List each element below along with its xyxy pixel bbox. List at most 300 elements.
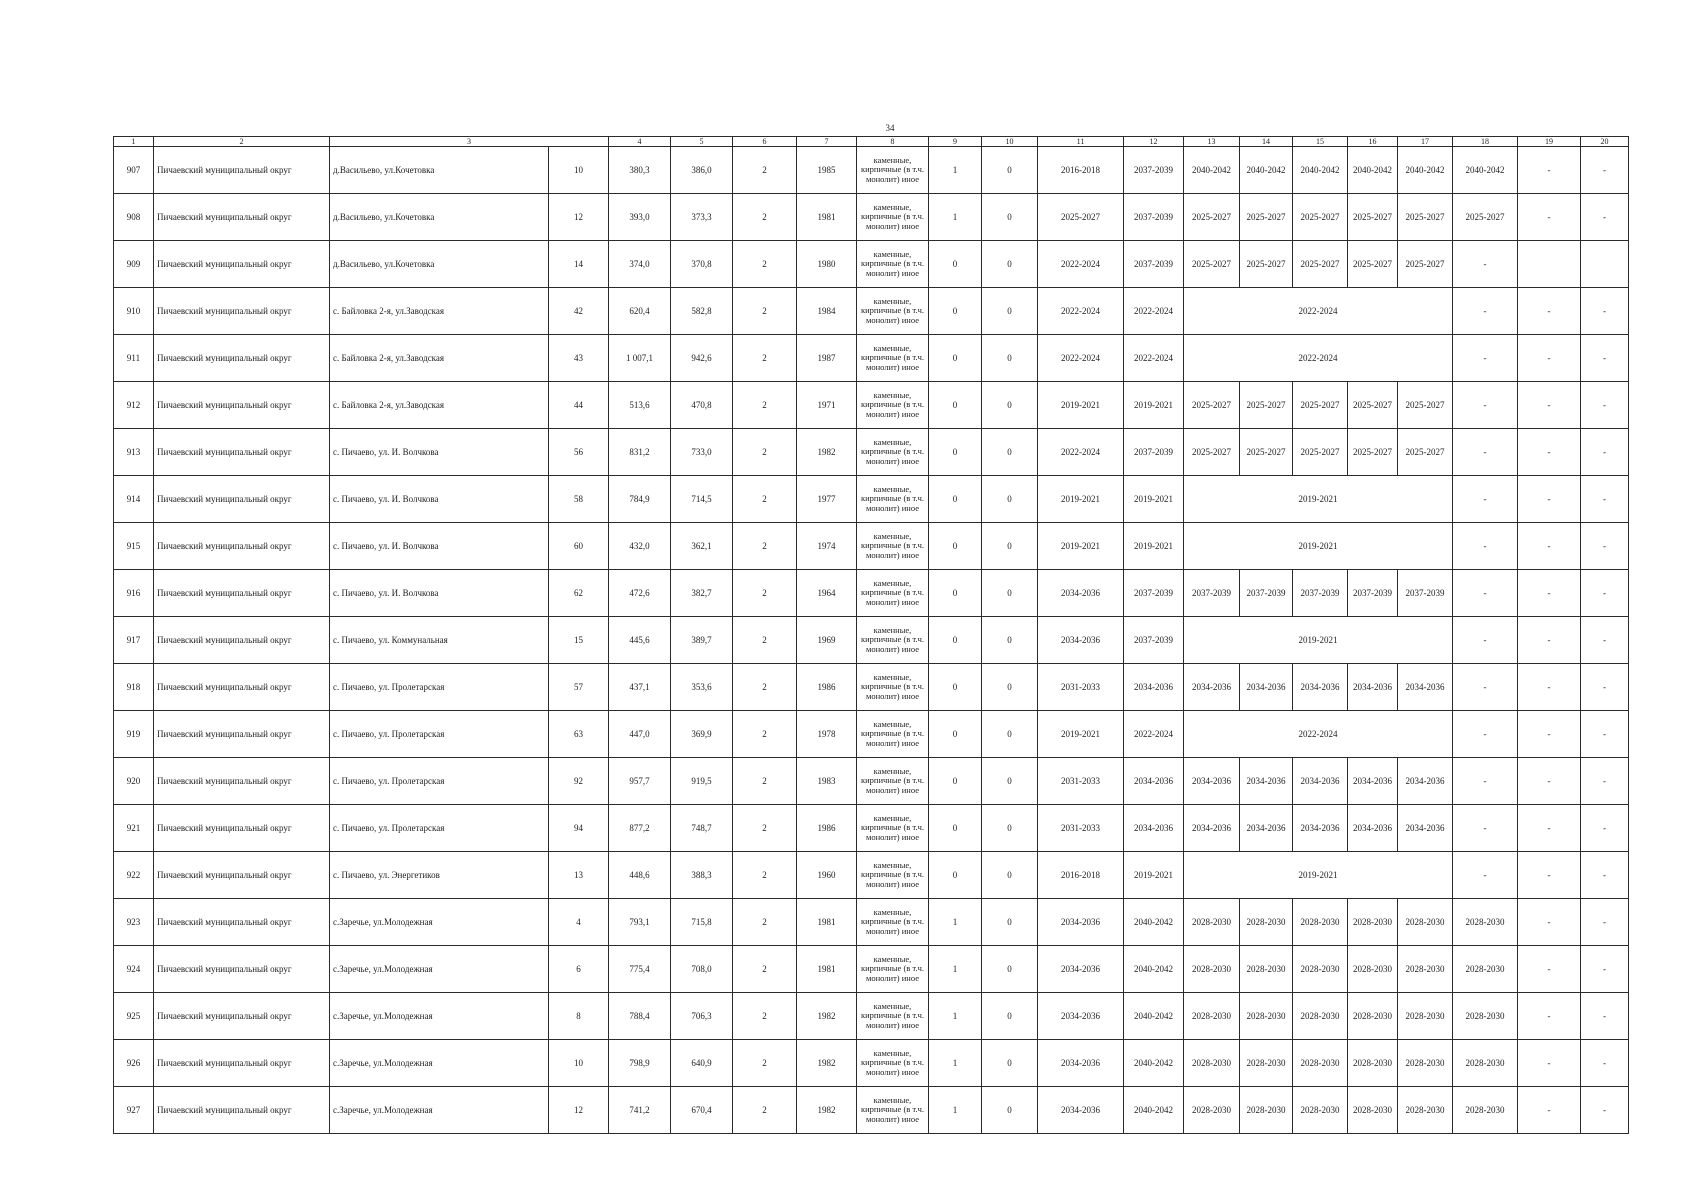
cell-a9: 1 bbox=[929, 946, 982, 993]
cell-a9: 1 bbox=[929, 993, 982, 1040]
cell-c20: - bbox=[1581, 288, 1629, 335]
cell-a12: 2037-2039 bbox=[1124, 241, 1184, 288]
municipality-cell: Пичаевский муниципальный округ bbox=[154, 523, 330, 570]
cell-c19: - bbox=[1518, 194, 1581, 241]
table-row bbox=[114, 1087, 1629, 1134]
cell-c18: - bbox=[1453, 711, 1518, 758]
address-cell: с. Пичаево, ул. Пролетарская bbox=[330, 758, 549, 805]
cell-a4: 380,3 bbox=[609, 147, 671, 194]
cell-a12: 2040-2042 bbox=[1124, 946, 1184, 993]
row-number: 909 bbox=[114, 241, 154, 288]
cell-c14: 2025-2027 bbox=[1240, 429, 1293, 476]
cell-a4: 437,1 bbox=[609, 664, 671, 711]
merged-period-cell: 2019-2021 bbox=[1184, 523, 1453, 570]
cell-c13: 2028-2030 bbox=[1184, 946, 1240, 993]
cell-c14: 2034-2036 bbox=[1240, 758, 1293, 805]
cell-c15: 2040-2042 bbox=[1293, 147, 1348, 194]
cell-c13: 2040-2042 bbox=[1184, 147, 1240, 194]
cell-c20: - bbox=[1581, 1040, 1629, 1087]
cell-a9: 0 bbox=[929, 805, 982, 852]
cell-a9: 1 bbox=[929, 1087, 982, 1134]
house-number-cell: 13 bbox=[549, 852, 609, 899]
cell-c15: 2034-2036 bbox=[1293, 758, 1348, 805]
cell-c16: 2025-2027 bbox=[1348, 241, 1398, 288]
row-number: 921 bbox=[114, 805, 154, 852]
cell-c13: 2025-2027 bbox=[1184, 382, 1240, 429]
cell-c13: 2028-2030 bbox=[1184, 899, 1240, 946]
cell-c14: 2040-2042 bbox=[1240, 147, 1293, 194]
column-number-10: 10 bbox=[982, 137, 1038, 147]
cell-a10: 0 bbox=[982, 194, 1038, 241]
cell-a7: 1971 bbox=[797, 382, 857, 429]
merged-period-cell: 2019-2021 bbox=[1184, 852, 1453, 899]
cell-c17: 2025-2027 bbox=[1398, 241, 1453, 288]
cell-a5: 640,9 bbox=[671, 1040, 733, 1087]
cell-c15: 2025-2027 bbox=[1293, 429, 1348, 476]
table-row bbox=[114, 805, 1629, 852]
cell-a12: 2022-2024 bbox=[1124, 288, 1184, 335]
cell-c18: - bbox=[1453, 617, 1518, 664]
cell-c20: - bbox=[1581, 993, 1629, 1040]
cell-a11: 2034-2036 bbox=[1038, 899, 1124, 946]
column-number-11: 11 bbox=[1038, 137, 1124, 147]
cell-a10: 0 bbox=[982, 1040, 1038, 1087]
address-cell: с. Пичаево, ул. Пролетарская bbox=[330, 664, 549, 711]
table-row bbox=[114, 758, 1629, 805]
municipality-cell: Пичаевский муниципальный округ bbox=[154, 946, 330, 993]
address-cell: с. Пичаево, ул. Пролетарская bbox=[330, 711, 549, 758]
cell-c14: 2028-2030 bbox=[1240, 993, 1293, 1040]
cell-c18: - bbox=[1453, 523, 1518, 570]
row-number: 907 bbox=[114, 147, 154, 194]
cell-a6: 2 bbox=[733, 805, 797, 852]
cell-a6: 2 bbox=[733, 523, 797, 570]
cell-a11: 2034-2036 bbox=[1038, 617, 1124, 664]
cell-c16: 2028-2030 bbox=[1348, 1040, 1398, 1087]
municipality-cell: Пичаевский муниципальный округ bbox=[154, 476, 330, 523]
cell-a5: 708,0 bbox=[671, 946, 733, 993]
column-number-12: 12 bbox=[1124, 137, 1184, 147]
house-number-cell: 92 bbox=[549, 758, 609, 805]
cell-c13: 2034-2036 bbox=[1184, 664, 1240, 711]
cell-c15: 2028-2030 bbox=[1293, 1087, 1348, 1134]
cell-c20: - bbox=[1581, 852, 1629, 899]
cell-a11: 2031-2033 bbox=[1038, 805, 1124, 852]
cell-a7: 1981 bbox=[797, 194, 857, 241]
column-number-7: 7 bbox=[797, 137, 857, 147]
cell-c20: - bbox=[1581, 429, 1629, 476]
address-cell: с. Пичаево, ул. И. Волчкова bbox=[330, 476, 549, 523]
column-number-row bbox=[114, 137, 1629, 147]
cell-c16: 2037-2039 bbox=[1348, 570, 1398, 617]
cell-a5: 942,6 bbox=[671, 335, 733, 382]
cell-a11: 2034-2036 bbox=[1038, 1040, 1124, 1087]
table-row bbox=[114, 664, 1629, 711]
house-number-cell: 94 bbox=[549, 805, 609, 852]
cell-a5: 386,0 bbox=[671, 147, 733, 194]
cell-c19: - bbox=[1518, 523, 1581, 570]
wall-material-cell: каменные, кирпичные (в т.ч. монолит) иное bbox=[857, 382, 929, 429]
cell-a10: 0 bbox=[982, 852, 1038, 899]
cell-a10: 0 bbox=[982, 758, 1038, 805]
cell-a11: 2016-2018 bbox=[1038, 147, 1124, 194]
house-number-cell: 43 bbox=[549, 335, 609, 382]
cell-a4: 877,2 bbox=[609, 805, 671, 852]
cell-a9: 0 bbox=[929, 758, 982, 805]
wall-material-cell: каменные, кирпичные (в т.ч. монолит) иное bbox=[857, 523, 929, 570]
table-row bbox=[114, 476, 1629, 523]
cell-a11: 2034-2036 bbox=[1038, 570, 1124, 617]
row-number: 908 bbox=[114, 194, 154, 241]
cell-a9: 0 bbox=[929, 241, 982, 288]
cell-a4: 1 007,1 bbox=[609, 335, 671, 382]
row-number: 925 bbox=[114, 993, 154, 1040]
cell-c18: - bbox=[1453, 429, 1518, 476]
cell-c17: 2034-2036 bbox=[1398, 758, 1453, 805]
cell-c15: 2025-2027 bbox=[1293, 194, 1348, 241]
cell-c17: 2034-2036 bbox=[1398, 805, 1453, 852]
merged-period-cell: 2022-2024 bbox=[1184, 288, 1453, 335]
cell-a6: 2 bbox=[733, 194, 797, 241]
cell-a11: 2016-2018 bbox=[1038, 852, 1124, 899]
cell-a11: 2034-2036 bbox=[1038, 1087, 1124, 1134]
cell-a7: 1982 bbox=[797, 429, 857, 476]
house-number-cell: 44 bbox=[549, 382, 609, 429]
wall-material-cell: каменные, кирпичные (в т.ч. монолит) иное bbox=[857, 1040, 929, 1087]
cell-a9: 1 bbox=[929, 1040, 982, 1087]
cell-a6: 2 bbox=[733, 241, 797, 288]
cell-a12: 2037-2039 bbox=[1124, 194, 1184, 241]
cell-c13: 2028-2030 bbox=[1184, 993, 1240, 1040]
cell-a10: 0 bbox=[982, 335, 1038, 382]
cell-c19: - bbox=[1518, 1087, 1581, 1134]
address-cell: д.Васильево, ул.Кочетовка bbox=[330, 194, 549, 241]
cell-a10: 0 bbox=[982, 523, 1038, 570]
cell-a7: 1977 bbox=[797, 476, 857, 523]
wall-material-cell: каменные, кирпичные (в т.ч. монолит) иное bbox=[857, 476, 929, 523]
cell-a10: 0 bbox=[982, 382, 1038, 429]
wall-material-cell: каменные, кирпичные (в т.ч. монолит) иное bbox=[857, 805, 929, 852]
municipality-cell: Пичаевский муниципальный округ bbox=[154, 711, 330, 758]
cell-a7: 1983 bbox=[797, 758, 857, 805]
cell-c18: - bbox=[1453, 852, 1518, 899]
cell-c18: - bbox=[1453, 476, 1518, 523]
cell-c16: 2025-2027 bbox=[1348, 429, 1398, 476]
cell-a4: 432,0 bbox=[609, 523, 671, 570]
row-number: 914 bbox=[114, 476, 154, 523]
cell-c19: - bbox=[1518, 1040, 1581, 1087]
cell-c19: - bbox=[1518, 617, 1581, 664]
cell-a12: 2037-2039 bbox=[1124, 147, 1184, 194]
cell-a4: 784,9 bbox=[609, 476, 671, 523]
address-cell: д.Васильево, ул.Кочетовка bbox=[330, 241, 549, 288]
table-row bbox=[114, 335, 1629, 382]
cell-a4: 831,2 bbox=[609, 429, 671, 476]
cell-a7: 1960 bbox=[797, 852, 857, 899]
house-number-cell: 60 bbox=[549, 523, 609, 570]
cell-c19 bbox=[1518, 241, 1581, 288]
cell-c17: 2025-2027 bbox=[1398, 382, 1453, 429]
column-number-1: 1 bbox=[114, 137, 154, 147]
cell-a10: 0 bbox=[982, 993, 1038, 1040]
cell-a9: 0 bbox=[929, 288, 982, 335]
cell-a11: 2034-2036 bbox=[1038, 946, 1124, 993]
row-number: 918 bbox=[114, 664, 154, 711]
cell-a7: 1982 bbox=[797, 1087, 857, 1134]
table-row bbox=[114, 899, 1629, 946]
cell-a6: 2 bbox=[733, 382, 797, 429]
house-number-cell: 6 bbox=[549, 946, 609, 993]
cell-a4: 793,1 bbox=[609, 899, 671, 946]
row-number: 910 bbox=[114, 288, 154, 335]
cell-c18: 2025-2027 bbox=[1453, 194, 1518, 241]
cell-c19: - bbox=[1518, 899, 1581, 946]
house-number-cell: 10 bbox=[549, 147, 609, 194]
cell-a12: 2037-2039 bbox=[1124, 617, 1184, 664]
cell-c13: 2025-2027 bbox=[1184, 194, 1240, 241]
address-cell: с. Байловка 2-я, ул.Заводская bbox=[330, 382, 549, 429]
municipality-cell: Пичаевский муниципальный округ bbox=[154, 570, 330, 617]
cell-a10: 0 bbox=[982, 147, 1038, 194]
cell-c13: 2034-2036 bbox=[1184, 805, 1240, 852]
address-cell: с. Пичаево, ул. И. Волчкова bbox=[330, 570, 549, 617]
cell-a6: 2 bbox=[733, 993, 797, 1040]
cell-a12: 2022-2024 bbox=[1124, 335, 1184, 382]
column-number-13: 13 bbox=[1184, 137, 1240, 147]
municipality-cell: Пичаевский муниципальный округ bbox=[154, 758, 330, 805]
cell-c16: 2028-2030 bbox=[1348, 993, 1398, 1040]
cell-c13: 2034-2036 bbox=[1184, 758, 1240, 805]
cell-c16: 2034-2036 bbox=[1348, 758, 1398, 805]
cell-c17: 2037-2039 bbox=[1398, 570, 1453, 617]
wall-material-cell: каменные, кирпичные (в т.ч. монолит) иное bbox=[857, 147, 929, 194]
cell-a4: 788,4 bbox=[609, 993, 671, 1040]
cell-c18: 2028-2030 bbox=[1453, 946, 1518, 993]
column-number-18: 18 bbox=[1453, 137, 1518, 147]
address-cell: с. Пичаево, ул. Коммунальная bbox=[330, 617, 549, 664]
cell-a10: 0 bbox=[982, 711, 1038, 758]
cell-a12: 2034-2036 bbox=[1124, 664, 1184, 711]
wall-material-cell: каменные, кирпичные (в т.ч. монолит) иное bbox=[857, 852, 929, 899]
cell-c19: - bbox=[1518, 570, 1581, 617]
address-cell: д.Васильево, ул.Кочетовка bbox=[330, 147, 549, 194]
cell-c13: 2028-2030 bbox=[1184, 1040, 1240, 1087]
cell-a5: 470,8 bbox=[671, 382, 733, 429]
cell-a6: 2 bbox=[733, 946, 797, 993]
table-row bbox=[114, 946, 1629, 993]
cell-c15: 2028-2030 bbox=[1293, 899, 1348, 946]
cell-c16: 2034-2036 bbox=[1348, 805, 1398, 852]
house-number-cell: 15 bbox=[549, 617, 609, 664]
column-number-9: 9 bbox=[929, 137, 982, 147]
row-number: 913 bbox=[114, 429, 154, 476]
house-number-cell: 63 bbox=[549, 711, 609, 758]
cell-a11: 2022-2024 bbox=[1038, 288, 1124, 335]
municipality-cell: Пичаевский муниципальный округ bbox=[154, 1087, 330, 1134]
house-number-cell: 12 bbox=[549, 1087, 609, 1134]
merged-period-cell: 2019-2021 bbox=[1184, 617, 1453, 664]
cell-a7: 1986 bbox=[797, 805, 857, 852]
cell-a9: 0 bbox=[929, 523, 982, 570]
row-number: 924 bbox=[114, 946, 154, 993]
cell-a7: 1969 bbox=[797, 617, 857, 664]
cell-a7: 1978 bbox=[797, 711, 857, 758]
address-cell: с. Пичаево, ул. И. Волчкова bbox=[330, 523, 549, 570]
column-number-20: 20 bbox=[1581, 137, 1629, 147]
cell-c17: 2025-2027 bbox=[1398, 429, 1453, 476]
house-number-cell: 4 bbox=[549, 899, 609, 946]
table-row bbox=[114, 429, 1629, 476]
cell-c16: 2025-2027 bbox=[1348, 194, 1398, 241]
address-cell: с. Байловка 2-я, ул.Заводская bbox=[330, 335, 549, 382]
cell-a6: 2 bbox=[733, 1087, 797, 1134]
cell-c16: 2040-2042 bbox=[1348, 147, 1398, 194]
cell-a12: 2034-2036 bbox=[1124, 758, 1184, 805]
merged-period-cell: 2022-2024 bbox=[1184, 335, 1453, 382]
cell-a5: 389,7 bbox=[671, 617, 733, 664]
cell-a6: 2 bbox=[733, 852, 797, 899]
cell-c14: 2034-2036 bbox=[1240, 664, 1293, 711]
cell-a11: 2022-2024 bbox=[1038, 429, 1124, 476]
municipality-cell: Пичаевский муниципальный округ bbox=[154, 617, 330, 664]
municipality-cell: Пичаевский муниципальный округ bbox=[154, 194, 330, 241]
municipality-cell: Пичаевский муниципальный округ bbox=[154, 429, 330, 476]
cell-c18: 2028-2030 bbox=[1453, 993, 1518, 1040]
cell-a9: 0 bbox=[929, 664, 982, 711]
cell-a6: 2 bbox=[733, 288, 797, 335]
cell-a5: 373,3 bbox=[671, 194, 733, 241]
cell-c18: - bbox=[1453, 758, 1518, 805]
cell-c17: 2028-2030 bbox=[1398, 1087, 1453, 1134]
house-number-cell: 10 bbox=[549, 1040, 609, 1087]
cell-a11: 2031-2033 bbox=[1038, 664, 1124, 711]
cell-c13: 2028-2030 bbox=[1184, 1087, 1240, 1134]
cell-c19: - bbox=[1518, 993, 1581, 1040]
wall-material-cell: каменные, кирпичные (в т.ч. монолит) иное bbox=[857, 617, 929, 664]
house-number-cell: 62 bbox=[549, 570, 609, 617]
cell-c19: - bbox=[1518, 335, 1581, 382]
cell-c19: - bbox=[1518, 946, 1581, 993]
cell-a9: 0 bbox=[929, 570, 982, 617]
cell-a4: 513,6 bbox=[609, 382, 671, 429]
address-cell: с.Заречье, ул.Молодежная bbox=[330, 946, 549, 993]
cell-c18: 2028-2030 bbox=[1453, 899, 1518, 946]
municipality-cell: Пичаевский муниципальный округ bbox=[154, 852, 330, 899]
address-cell: с.Заречье, ул.Молодежная bbox=[330, 1087, 549, 1134]
column-number-17: 17 bbox=[1398, 137, 1453, 147]
cell-c17: 2025-2027 bbox=[1398, 194, 1453, 241]
cell-a6: 2 bbox=[733, 570, 797, 617]
municipality-cell: Пичаевский муниципальный округ bbox=[154, 805, 330, 852]
cell-a4: 775,4 bbox=[609, 946, 671, 993]
address-cell: с.Заречье, ул.Молодежная bbox=[330, 899, 549, 946]
cell-c15: 2028-2030 bbox=[1293, 946, 1348, 993]
cell-c18: - bbox=[1453, 664, 1518, 711]
cell-a12: 2040-2042 bbox=[1124, 899, 1184, 946]
municipality-cell: Пичаевский муниципальный округ bbox=[154, 1040, 330, 1087]
cell-c17: 2028-2030 bbox=[1398, 1040, 1453, 1087]
cell-a11: 2022-2024 bbox=[1038, 335, 1124, 382]
cell-a5: 582,8 bbox=[671, 288, 733, 335]
column-number-15: 15 bbox=[1293, 137, 1348, 147]
cell-a7: 1982 bbox=[797, 993, 857, 1040]
cell-a7: 1981 bbox=[797, 899, 857, 946]
cell-c19: - bbox=[1518, 758, 1581, 805]
cell-c14: 2028-2030 bbox=[1240, 1040, 1293, 1087]
cell-c18: 2040-2042 bbox=[1453, 147, 1518, 194]
house-number-cell: 14 bbox=[549, 241, 609, 288]
cell-a5: 369,9 bbox=[671, 711, 733, 758]
wall-material-cell: каменные, кирпичные (в т.ч. монолит) иное bbox=[857, 335, 929, 382]
cell-c15: 2025-2027 bbox=[1293, 382, 1348, 429]
cell-c19: - bbox=[1518, 382, 1581, 429]
table-row bbox=[114, 241, 1629, 288]
cell-a9: 1 bbox=[929, 194, 982, 241]
wall-material-cell: каменные, кирпичные (в т.ч. монолит) иное bbox=[857, 288, 929, 335]
house-number-cell: 57 bbox=[549, 664, 609, 711]
cell-a10: 0 bbox=[982, 805, 1038, 852]
cell-a11: 2019-2021 bbox=[1038, 382, 1124, 429]
cell-a10: 0 bbox=[982, 664, 1038, 711]
cell-c14: 2025-2027 bbox=[1240, 382, 1293, 429]
cell-c20: - bbox=[1581, 570, 1629, 617]
cell-a10: 0 bbox=[982, 1087, 1038, 1134]
wall-material-cell: каменные, кирпичные (в т.ч. монолит) иное bbox=[857, 1087, 929, 1134]
cell-a4: 741,2 bbox=[609, 1087, 671, 1134]
cell-c15: 2037-2039 bbox=[1293, 570, 1348, 617]
cell-a11: 2022-2024 bbox=[1038, 241, 1124, 288]
table-row bbox=[114, 288, 1629, 335]
cell-c15: 2034-2036 bbox=[1293, 664, 1348, 711]
cell-a10: 0 bbox=[982, 476, 1038, 523]
cell-c20: - bbox=[1581, 664, 1629, 711]
cell-a9: 0 bbox=[929, 617, 982, 664]
cell-c17: 2034-2036 bbox=[1398, 664, 1453, 711]
cell-c18: 2028-2030 bbox=[1453, 1040, 1518, 1087]
cell-a4: 393,0 bbox=[609, 194, 671, 241]
cell-c19: - bbox=[1518, 805, 1581, 852]
cell-a11: 2019-2021 bbox=[1038, 523, 1124, 570]
cell-c17: 2028-2030 bbox=[1398, 993, 1453, 1040]
cell-c20: - bbox=[1581, 711, 1629, 758]
row-number: 917 bbox=[114, 617, 154, 664]
cell-c14: 2028-2030 bbox=[1240, 899, 1293, 946]
cell-a9: 0 bbox=[929, 382, 982, 429]
cell-c16: 2028-2030 bbox=[1348, 899, 1398, 946]
cell-a9: 0 bbox=[929, 476, 982, 523]
cell-a7: 1980 bbox=[797, 241, 857, 288]
house-number-cell: 56 bbox=[549, 429, 609, 476]
address-cell: с. Пичаево, ул. И. Волчкова bbox=[330, 429, 549, 476]
cell-a6: 2 bbox=[733, 617, 797, 664]
cell-c19: - bbox=[1518, 147, 1581, 194]
cell-a6: 2 bbox=[733, 664, 797, 711]
cell-c19: - bbox=[1518, 852, 1581, 899]
column-number-19: 19 bbox=[1518, 137, 1581, 147]
merged-period-cell: 2022-2024 bbox=[1184, 711, 1453, 758]
cell-c20 bbox=[1581, 241, 1629, 288]
column-number-5: 5 bbox=[671, 137, 733, 147]
municipality-cell: Пичаевский муниципальный округ bbox=[154, 664, 330, 711]
cell-a12: 2037-2039 bbox=[1124, 570, 1184, 617]
cell-c17: 2028-2030 bbox=[1398, 899, 1453, 946]
cell-c20: - bbox=[1581, 617, 1629, 664]
municipality-cell: Пичаевский муниципальный округ bbox=[154, 288, 330, 335]
cell-a4: 957,7 bbox=[609, 758, 671, 805]
house-number-cell: 8 bbox=[549, 993, 609, 1040]
page-number: 34 bbox=[885, 123, 895, 133]
cell-c14: 2025-2027 bbox=[1240, 194, 1293, 241]
